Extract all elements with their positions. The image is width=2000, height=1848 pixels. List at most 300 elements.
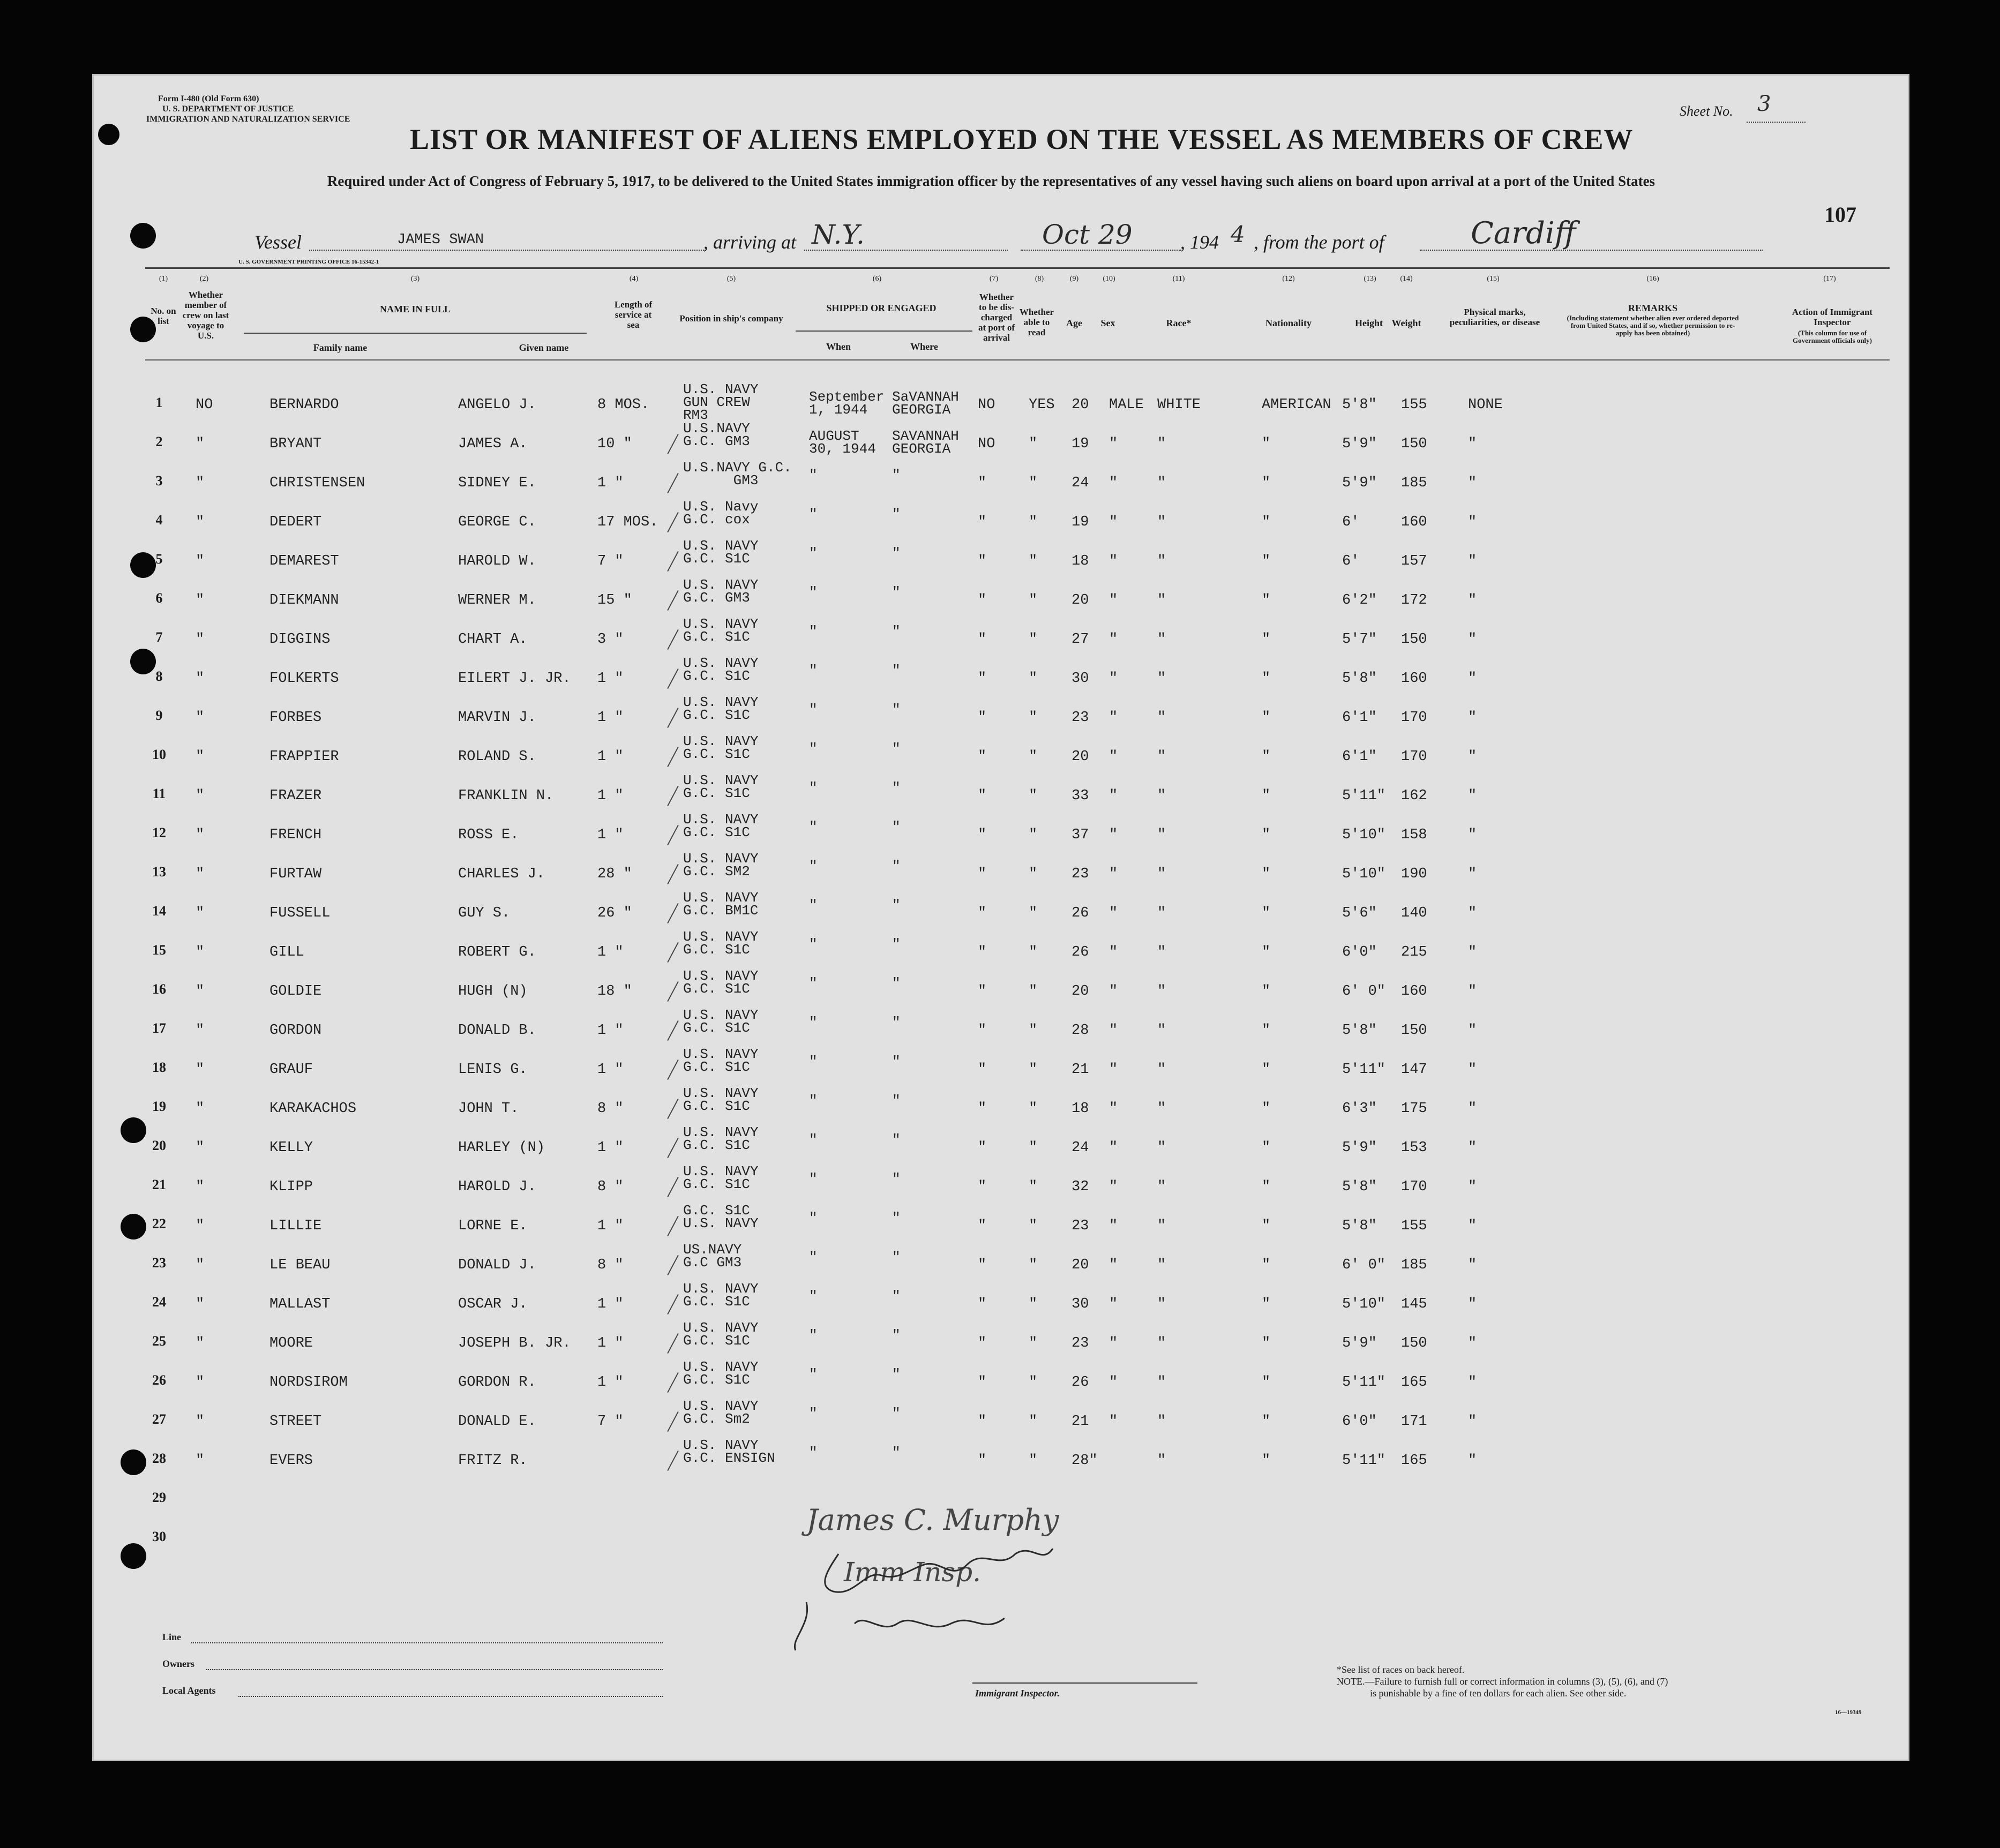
cell-given: CHART A. <box>458 632 528 648</box>
cell-phys: " <box>1468 1023 1477 1039</box>
cell-nat: AMERICAN <box>1262 397 1331 413</box>
cell-nat: " <box>1262 749 1271 765</box>
cell-position: G.C. S1C U.S. NAVY <box>683 1203 759 1231</box>
sheet-label: Sheet No. <box>1680 103 1733 119</box>
shipped-divider <box>796 330 972 332</box>
cell-member: " <box>196 1296 205 1312</box>
cell-when: " <box>809 1093 818 1109</box>
cell-read: " <box>1029 905 1038 921</box>
cell-age: 23 <box>1072 1218 1089 1234</box>
col-num-13: (13) <box>1364 275 1376 283</box>
cell-read: " <box>1029 827 1038 843</box>
cell-age: 26 <box>1072 905 1089 921</box>
cell-when: " <box>809 584 818 600</box>
cell-read: " <box>1029 1062 1038 1078</box>
cell-height: 5'9" <box>1342 1335 1377 1351</box>
cell-member: " <box>196 827 205 843</box>
cell-family: GORDON <box>269 1023 322 1039</box>
cell-length: 10 " <box>597 436 632 452</box>
name-divider <box>244 333 587 334</box>
cell-disch: " <box>978 1101 987 1117</box>
col-num-11: (11) <box>1172 275 1185 283</box>
cell-sex: " <box>1109 475 1118 491</box>
local-agents-field <box>238 1696 663 1697</box>
cell-length: 28 " <box>597 866 632 882</box>
cell-member: " <box>196 1257 205 1273</box>
cell-family: LE BEAU <box>269 1257 331 1273</box>
cell-phys: " <box>1468 436 1477 452</box>
cell-nat: " <box>1262 710 1271 726</box>
cell-sex: " <box>1109 710 1118 726</box>
row-number: 7 <box>155 629 163 645</box>
cell-length: 1 " <box>597 1062 624 1078</box>
cell-height: 5'11" <box>1342 1062 1386 1078</box>
row-number: 19 <box>152 1099 166 1114</box>
col-num-6: (6) <box>872 275 882 283</box>
cell-weight: 170 <box>1401 710 1427 726</box>
cell-where: " <box>892 780 901 796</box>
cell-member: " <box>196 944 205 960</box>
cell-read: " <box>1029 788 1038 804</box>
pen-stroke <box>667 825 678 845</box>
cell-weight: 160 <box>1401 514 1427 530</box>
cell-height: 5'11" <box>1342 1374 1386 1391</box>
cell-family: KELLY <box>269 1140 313 1156</box>
cell-when: " <box>809 741 818 757</box>
cell-disch: " <box>978 1374 987 1391</box>
cell-disch: " <box>978 788 987 804</box>
col-length-service: Length of service at sea <box>614 299 653 330</box>
pen-stroke <box>667 1060 678 1080</box>
cell-disch: " <box>978 1218 987 1234</box>
cell-age: 19 <box>1072 514 1089 530</box>
cell-sex: " <box>1109 1062 1118 1078</box>
cell-where: " <box>892 1406 901 1422</box>
cell-sex: " <box>1109 1218 1118 1234</box>
row-number: 2 <box>155 434 163 449</box>
pen-stroke <box>667 1294 678 1314</box>
cell-length: 7 " <box>597 553 624 569</box>
row-number: 17 <box>152 1020 166 1036</box>
cell-weight: 170 <box>1401 1179 1427 1195</box>
row-number: 25 <box>152 1333 166 1349</box>
cell-age: 37 <box>1072 827 1089 843</box>
pen-stroke <box>667 590 678 611</box>
cell-phys: " <box>1468 671 1477 687</box>
cell-disch: " <box>978 905 987 921</box>
form-subtitle: Required under Act of Congress of February 5, 1917, to be delivered to the United States immigration officer by the representatives of any vessel having such aliens on board upon arrival at a port of the United States <box>327 173 1656 189</box>
cell-given: HAROLD J. <box>458 1179 536 1195</box>
sheet-number: 3 <box>1757 92 1771 116</box>
col-physical: Physical marks, peculiarities, or disease <box>1449 307 1540 327</box>
row-number: 9 <box>155 708 163 723</box>
cell-weight: 140 <box>1401 905 1427 921</box>
vessel-line <box>309 250 706 251</box>
cell-sex: " <box>1109 514 1118 530</box>
signature-title: Imm Insp. <box>844 1557 981 1588</box>
col-action-note: (This column for use of Government officials only) <box>1792 329 1872 344</box>
cell-weight: 185 <box>1401 475 1427 491</box>
cell-where: " <box>892 584 901 600</box>
cell-weight: 165 <box>1401 1453 1427 1469</box>
cell-position: U.S. NAVY G.C. S1C <box>683 929 759 958</box>
cell-height: 5'10" <box>1342 866 1386 882</box>
cell-position: U.S. Navy G.C. cox <box>683 499 759 528</box>
cell-length: 1 " <box>597 827 624 843</box>
cell-height: 5'7" <box>1342 632 1377 648</box>
cell-length: 1 " <box>597 749 624 765</box>
cell-phys: " <box>1468 1218 1477 1234</box>
cell-length: 18 " <box>597 983 632 1000</box>
cell-position: U.S. NAVY G.C. S1C <box>683 812 759 840</box>
cell-where: " <box>892 858 901 874</box>
pen-stroke <box>667 629 678 650</box>
col-whether-member: Whether member of crew on last voyage to U.S. <box>182 290 229 341</box>
cell-sex: " <box>1109 788 1118 804</box>
row-number: 14 <box>152 903 166 919</box>
cell-height: 5'11" <box>1342 1453 1386 1469</box>
cell-family: GRAUF <box>269 1062 313 1078</box>
cell-when: " <box>809 1288 818 1304</box>
cell-race: " <box>1157 944 1166 960</box>
note-failure: NOTE.—Failure to furnish full or correct information in columns (3), (5), (6), and (7) <box>1337 1676 1668 1687</box>
cell-length: 1 " <box>597 1296 624 1312</box>
cell-disch: " <box>978 514 987 530</box>
cell-read: " <box>1029 592 1038 609</box>
row-number: 10 <box>152 747 166 762</box>
cell-age: 21 <box>1072 1062 1089 1078</box>
cell-age: 28" <box>1072 1453 1098 1469</box>
col-weight: Weight <box>1391 318 1421 328</box>
col-num-9: (9) <box>1069 275 1079 283</box>
cell-phys: " <box>1468 592 1477 609</box>
owners-field <box>206 1669 663 1670</box>
note-races: *See list of races on back hereof. <box>1337 1664 1465 1675</box>
pen-stroke <box>667 708 678 728</box>
cell-read: " <box>1029 1218 1038 1234</box>
cell-phys: " <box>1468 553 1477 569</box>
pen-stroke <box>667 864 678 884</box>
cell-age: 23 <box>1072 710 1089 726</box>
cell-race: " <box>1157 1101 1166 1117</box>
cell-height: 5'10" <box>1342 1296 1386 1312</box>
cell-phys: " <box>1468 1414 1477 1430</box>
cell-position: US.NAVY G.C GM3 <box>683 1242 742 1271</box>
cell-race: " <box>1157 592 1166 609</box>
col-name-in-full: NAME IN FULL <box>379 304 451 314</box>
col-sex: Sex <box>1100 318 1115 328</box>
signature-name: James C. Murphy <box>806 1503 1059 1537</box>
cell-sex: MALE <box>1109 397 1144 413</box>
cell-disch: " <box>978 553 987 569</box>
cell-nat: " <box>1262 436 1271 452</box>
col-num-15: (15) <box>1487 275 1500 283</box>
col-num-16: (16) <box>1646 275 1659 283</box>
cell-where: SAVANNAH GEORGIA <box>892 428 959 457</box>
cell-given: ANGELO J. <box>458 397 536 413</box>
cell-nat: " <box>1262 1257 1271 1273</box>
immigrant-inspector-label: Immigrant Inspector. <box>975 1688 1060 1699</box>
cell-weight: 190 <box>1401 866 1427 882</box>
cell-read: " <box>1029 553 1038 569</box>
cell-nat: " <box>1262 1335 1271 1351</box>
cell-race: " <box>1157 553 1166 569</box>
col-num-12: (12) <box>1282 275 1295 283</box>
cell-sex: " <box>1109 1296 1118 1312</box>
cell-family: DEDERT <box>269 514 322 530</box>
cell-length: 1 " <box>597 1140 624 1156</box>
cell-member: NO <box>196 397 213 413</box>
punch-hole <box>121 1543 146 1569</box>
cell-where: " <box>892 975 901 991</box>
pen-stroke <box>667 1216 678 1236</box>
cell-sex: " <box>1109 1179 1118 1195</box>
cell-disch: " <box>978 1179 987 1195</box>
cell-member: " <box>196 632 205 648</box>
local-agents-label: Local Agents <box>162 1685 216 1696</box>
cell-position: U.S. NAVY G.C. S1C <box>683 1085 759 1114</box>
cell-length: 1 " <box>597 788 624 804</box>
punch-hole <box>130 223 156 249</box>
cell-age: 20 <box>1072 397 1089 413</box>
header-bottom-rule <box>145 359 1890 360</box>
cell-length: 8 " <box>597 1101 624 1117</box>
arriving-port: N.Y. <box>812 219 865 250</box>
cell-read: " <box>1029 1335 1038 1351</box>
cell-weight: 158 <box>1401 827 1427 843</box>
cell-nat: " <box>1262 1140 1271 1156</box>
cell-length: 1 " <box>597 1218 624 1234</box>
col-age: Age <box>1066 318 1082 328</box>
cell-read: " <box>1029 1101 1038 1117</box>
cell-given: ROBERT G. <box>458 944 536 960</box>
cell-given: MARVIN J. <box>458 710 536 726</box>
cell-race: " <box>1157 1023 1166 1039</box>
cell-position: U.S. NAVY G.C. BM1C <box>683 890 759 919</box>
row-number: 21 <box>152 1177 166 1192</box>
row-number: 4 <box>155 512 163 528</box>
cell-age: 33 <box>1072 788 1089 804</box>
cell-position: U.S.NAVY G.C. GM3 <box>683 460 792 489</box>
cell-given: CHARLES J. <box>458 866 545 882</box>
cell-height: 5'11" <box>1342 788 1386 804</box>
cell-age: 30 <box>1072 671 1089 687</box>
from-port-label: , from the port of <box>1254 231 1384 253</box>
col-no-on-list: No. on list <box>151 306 176 326</box>
cell-nat: " <box>1262 983 1271 1000</box>
row-number: 12 <box>152 825 166 840</box>
cell-when: " <box>809 663 818 679</box>
cell-height: 6' <box>1342 514 1360 530</box>
cell-phys: " <box>1468 1374 1477 1391</box>
col-num-7: (7) <box>989 275 999 283</box>
cell-family: DIGGINS <box>269 632 331 648</box>
cell-position: U.S. NAVY G.C. S1C <box>683 1046 759 1075</box>
pen-stroke <box>667 1177 678 1197</box>
cell-weight: 150 <box>1401 436 1427 452</box>
punch-hole <box>121 1214 146 1239</box>
cell-phys: " <box>1468 632 1477 648</box>
cell-nat: " <box>1262 1414 1271 1430</box>
cell-nat: " <box>1262 1101 1271 1117</box>
cell-position: U.S. NAVY G.C. S1C <box>683 538 759 567</box>
cell-read: " <box>1029 1140 1038 1156</box>
cell-where: SaVANNAH GEORGIA <box>892 389 959 418</box>
cell-where: " <box>892 506 901 522</box>
cell-height: 6'3" <box>1342 1101 1377 1117</box>
col-position: Position in ship's company <box>679 313 783 324</box>
cell-disch: " <box>978 983 987 1000</box>
cell-family: MOORE <box>269 1335 313 1351</box>
cell-disch: " <box>978 1296 987 1312</box>
cell-sex: " <box>1109 1140 1118 1156</box>
cell-sex: " <box>1109 749 1118 765</box>
cell-age: 23 <box>1072 866 1089 882</box>
row-number: 24 <box>152 1294 166 1310</box>
cell-weight: 215 <box>1401 944 1427 960</box>
row-number: 5 <box>155 551 163 567</box>
cell-height: 5'9" <box>1342 436 1377 452</box>
cell-race: " <box>1157 475 1166 491</box>
pen-stroke <box>667 1255 678 1275</box>
cell-height: 5'8" <box>1342 397 1377 413</box>
cell-when: " <box>809 1249 818 1265</box>
cell-position: U.S. NAVY G.C. Sm2 <box>683 1398 759 1427</box>
cell-when: " <box>809 702 818 718</box>
page-number: 107 <box>1824 202 1856 227</box>
cell-nat: " <box>1262 632 1271 648</box>
cell-member: " <box>196 592 205 609</box>
cell-member: " <box>196 788 205 804</box>
cell-height: 5'10" <box>1342 827 1386 843</box>
cell-when: " <box>809 975 818 991</box>
row-number: 30 <box>152 1529 166 1544</box>
line-field <box>191 1642 663 1643</box>
cell-where: " <box>892 467 901 483</box>
cell-phys: NONE <box>1468 397 1503 413</box>
vessel-name: JAMES SWAN <box>397 232 484 248</box>
cell-family: FRENCH <box>269 827 322 843</box>
cell-height: 6'1" <box>1342 710 1377 726</box>
cell-race: " <box>1157 1453 1166 1469</box>
cell-when: " <box>809 1210 818 1226</box>
col-num-3: (3) <box>410 275 420 283</box>
cell-race: WHITE <box>1157 397 1201 413</box>
cell-family: FUSSELL <box>269 905 331 921</box>
arriving-label: , arriving at <box>703 231 797 253</box>
cell-weight: 160 <box>1401 983 1427 1000</box>
cell-nat: " <box>1262 1296 1271 1312</box>
col-family-name: Family name <box>313 342 368 353</box>
cell-given: GEORGE C. <box>458 514 536 530</box>
cell-race: " <box>1157 1062 1166 1078</box>
cell-read: " <box>1029 514 1038 530</box>
cell-height: 6' 0" <box>1342 1257 1386 1273</box>
cell-read: " <box>1029 710 1038 726</box>
cell-sex: " <box>1109 1414 1118 1430</box>
cell-phys: " <box>1468 827 1477 843</box>
col-race: Race* <box>1166 318 1192 328</box>
cell-race: " <box>1157 671 1166 687</box>
cell-disch: " <box>978 1257 987 1273</box>
cell-given: FRANKLIN N. <box>458 788 554 804</box>
pen-stroke <box>667 747 678 767</box>
form-code: 16—19349 <box>1835 1709 1862 1716</box>
row-number: 8 <box>155 668 163 684</box>
cell-given: GORDON R. <box>458 1374 536 1391</box>
cell-where: " <box>892 1015 901 1031</box>
cell-height: 6'0" <box>1342 944 1377 960</box>
cell-sex: " <box>1109 1335 1118 1351</box>
cell-where: " <box>892 663 901 679</box>
cell-weight: 145 <box>1401 1296 1427 1312</box>
year-label: , 194 <box>1180 231 1219 253</box>
cell-weight: 150 <box>1401 1023 1427 1039</box>
col-remarks: REMARKS <box>1628 303 1677 313</box>
cell-sex: " <box>1109 553 1118 569</box>
cell-weight: 170 <box>1401 749 1427 765</box>
col-shipped-engaged: SHIPPED OR ENGAGED <box>826 303 937 313</box>
cell-where: " <box>892 936 901 952</box>
cell-age: 20 <box>1072 983 1089 1000</box>
cell-disch: " <box>978 671 987 687</box>
cell-where: " <box>892 741 901 757</box>
cell-sex: " <box>1109 944 1118 960</box>
cell-given: HAROLD W. <box>458 553 536 569</box>
cell-when: " <box>809 506 818 522</box>
row-number: 27 <box>152 1411 166 1427</box>
cell-disch: " <box>978 1414 987 1430</box>
cell-nat: " <box>1262 592 1271 609</box>
cell-length: 17 MOS. <box>597 514 658 530</box>
cell-race: " <box>1157 1296 1166 1312</box>
cell-family: FORBES <box>269 710 322 726</box>
cell-age: 20 <box>1072 1257 1089 1273</box>
cell-length: 3 " <box>597 632 624 648</box>
cell-position: U.S. NAVY G.C. S1C <box>683 1359 759 1388</box>
cell-member: " <box>196 749 205 765</box>
cell-disch: NO <box>978 397 995 413</box>
cell-length: 1 " <box>597 475 624 491</box>
form-number: Form I-480 (Old Form 630) <box>158 94 259 103</box>
cell-race: " <box>1157 1374 1166 1391</box>
cell-sex: " <box>1109 592 1118 609</box>
cell-member: " <box>196 1218 205 1234</box>
cell-member: " <box>196 1023 205 1039</box>
cell-member: " <box>196 1335 205 1351</box>
cell-where: " <box>892 1327 901 1343</box>
cell-position: U.S. NAVY G.C. S1C <box>683 616 759 645</box>
cell-age: 24 <box>1072 475 1089 491</box>
cell-where: " <box>892 1249 901 1265</box>
cell-disch: " <box>978 475 987 491</box>
cell-where: " <box>892 1093 901 1109</box>
pen-stroke <box>667 903 678 923</box>
printing-office: U. S. GOVERNMENT PRINTING OFFICE 16-15342-1 <box>238 259 379 265</box>
cell-race: " <box>1157 788 1166 804</box>
pen-stroke <box>667 551 678 572</box>
cell-read: " <box>1029 1257 1038 1273</box>
cell-race: " <box>1157 983 1166 1000</box>
year-digit: 4 <box>1231 221 1245 247</box>
cell-position: U.S. NAVY G.C. S1C <box>683 1281 759 1310</box>
cell-length: 1 " <box>597 1374 624 1391</box>
cell-family: BRYANT <box>269 436 322 452</box>
cell-race: " <box>1157 1257 1166 1273</box>
cell-member: " <box>196 1414 205 1430</box>
cell-member: " <box>196 1101 205 1117</box>
cell-given: EILERT J. JR. <box>458 671 571 687</box>
